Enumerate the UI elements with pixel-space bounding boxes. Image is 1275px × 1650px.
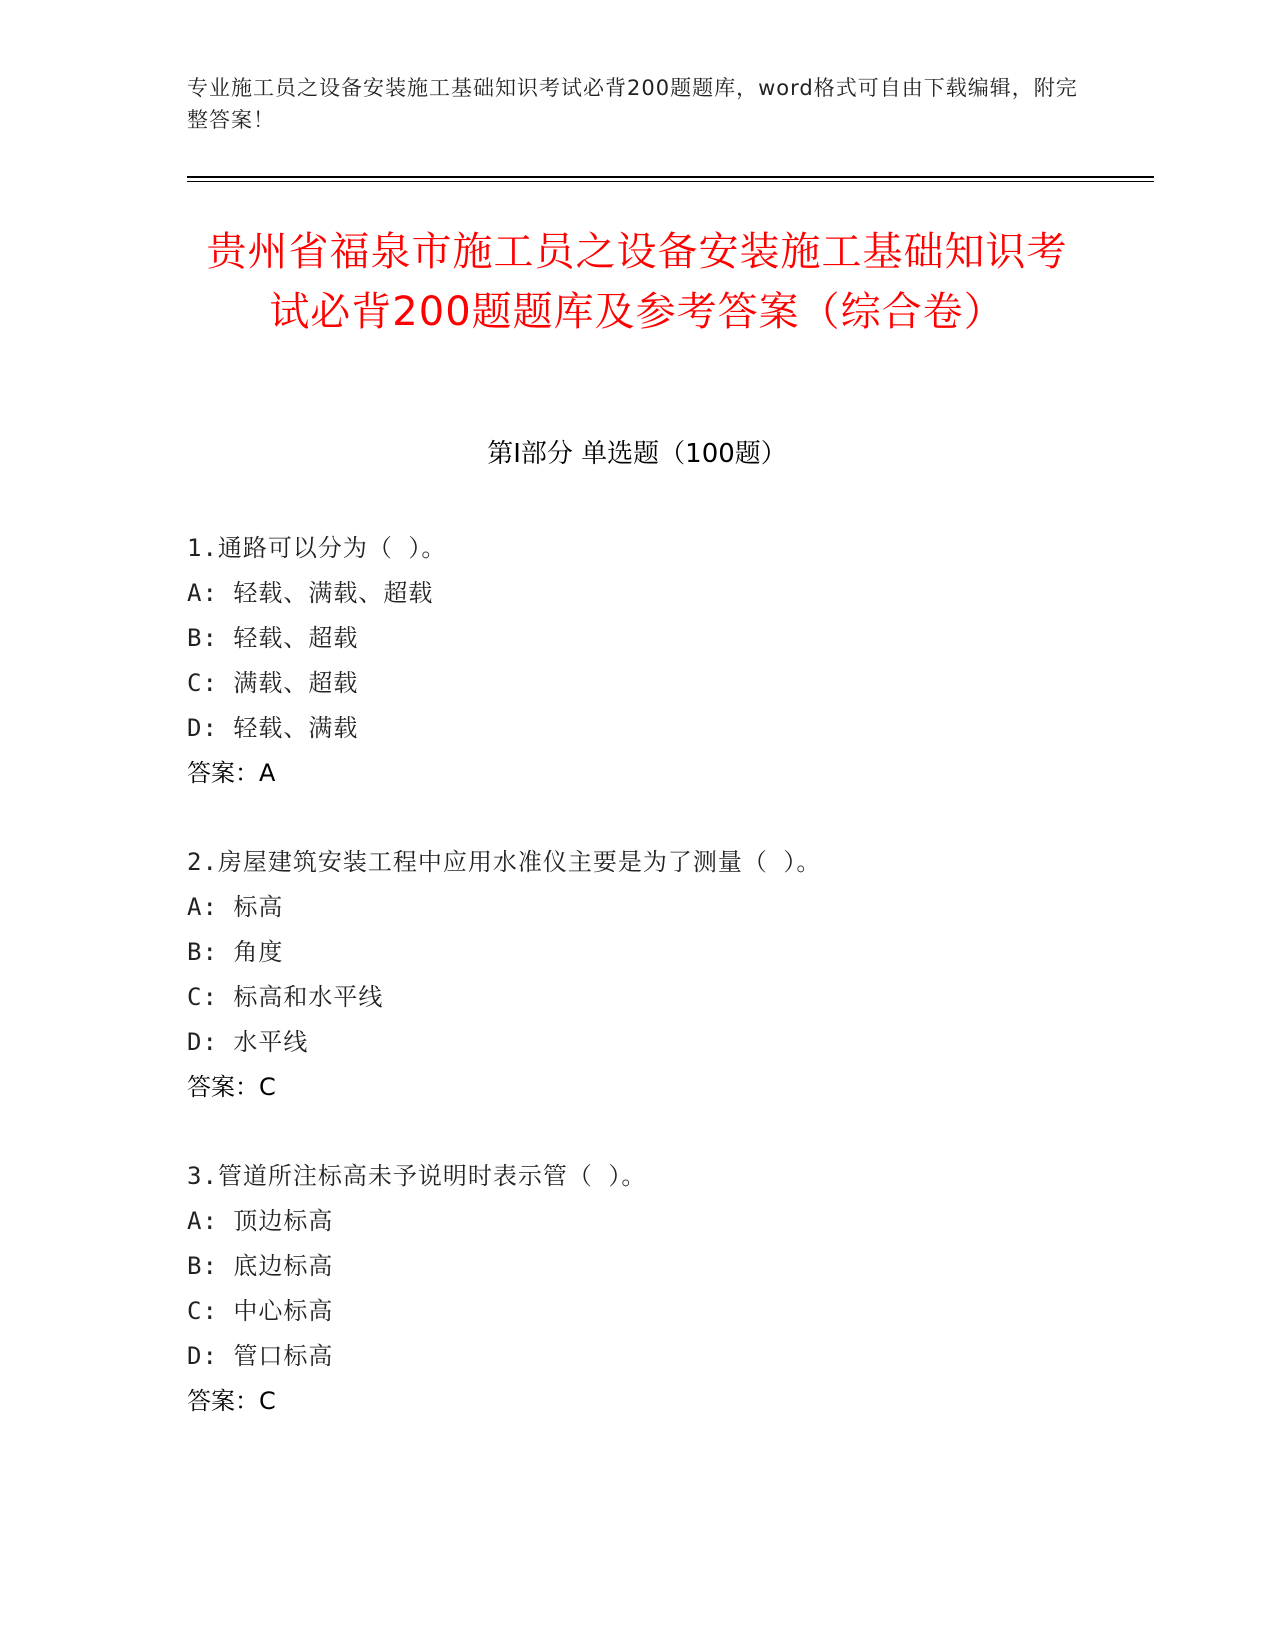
option-c: C: 满载、超载: [187, 669, 359, 697]
question-stem: 1.通路可以分为（ ）。: [187, 534, 447, 562]
section-title: 第Ⅰ部分 单选题（100题）: [487, 439, 787, 469]
question-stem: 2.房屋建筑安装工程中应用水准仪主要是为了测量（ ）。: [187, 848, 822, 876]
header-divider-thin: [187, 181, 1154, 182]
answer: 答案：A: [187, 759, 276, 787]
document-title: 贵州省福泉市施工员之设备安装施工基础知识考试必背200题题库及参考答案（综合卷）: [206, 229, 1068, 335]
answer: 答案：C: [187, 1387, 276, 1415]
option-c: C: 中心标高: [187, 1297, 334, 1325]
option-d: D: 轻载、满载: [187, 714, 359, 742]
option-c: C: 标高和水平线: [187, 983, 384, 1011]
option-d: D: 管口标高: [187, 1342, 334, 1370]
header-divider-thick: [187, 176, 1154, 178]
option-a: A: 顶边标高: [187, 1207, 334, 1235]
option-b: B: 角度: [187, 938, 284, 966]
option-a: A: 标高: [187, 893, 284, 921]
option-b: B: 轻载、超载: [187, 624, 359, 652]
answer: 答案：C: [187, 1073, 276, 1101]
option-a: A: 轻载、满载、超载: [187, 579, 434, 607]
question-stem: 3.管道所注标高未予说明时表示管（ ）。: [187, 1162, 647, 1190]
question-item-1: [187, 526, 1127, 796]
question-item-3: [187, 1154, 1127, 1424]
question-item-2: [187, 840, 1127, 1110]
question-list: [187, 526, 1127, 1468]
header-note: 专业施工员之设备安装施工基础知识考试必背200题题库，word格式可自由下载编辑，附完整答案！: [187, 76, 1078, 132]
option-b: B: 底边标高: [187, 1252, 334, 1280]
option-d: D: 水平线: [187, 1028, 309, 1056]
